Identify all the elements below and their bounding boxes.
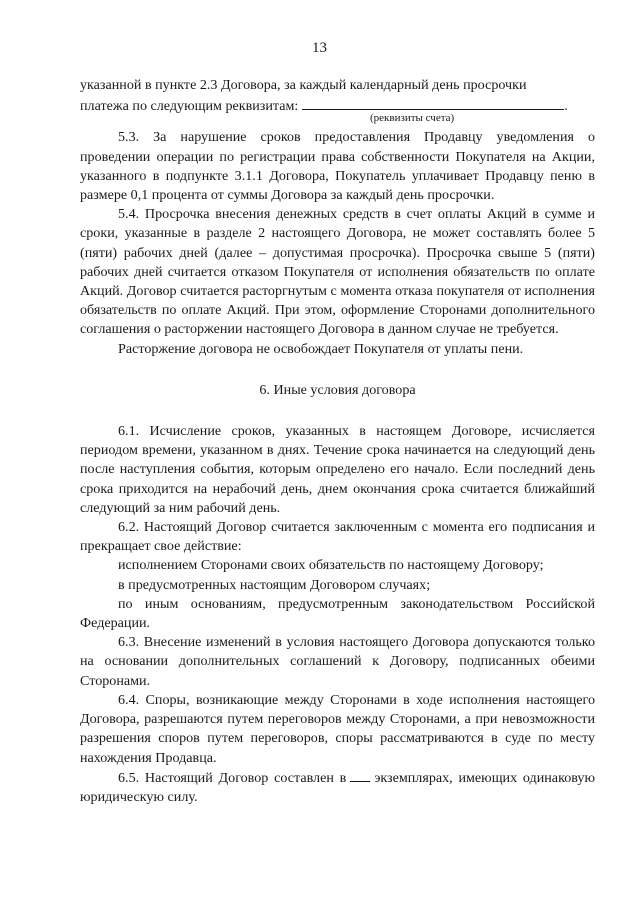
clause-6-1: 6.1. Исчисление сроков, указанных в настоящем Договоре, исчисляется периодом времени, указанном в днях. Течение срока начинается на следующий день после наступления события, которым определено его начало. Если последний день срока приходится на нерабочий день, днем окончания срока считается ближайший следующий за ним рабочий день. <box>80 423 595 516</box>
clause-6-3: 6.3. Внесение изменений в условия настоящего Договора допускаются только на основании дополнительных соглашений к Договору, подписанных обеими Сторонами. <box>80 634 595 689</box>
document-body <box>80 76 595 807</box>
clause-5-4-termination: Расторжение договора не освобождает Покупателя от уплаты пени. <box>118 340 524 357</box>
intro-line-2-text: платежа по следующим реквизитам: <box>80 98 299 115</box>
clause-6-5-start: 6.5. Настоящий Договор составлен в <box>118 769 347 786</box>
account-details-blank <box>302 95 564 110</box>
clause-6-5 <box>80 768 595 807</box>
clause-6-2: 6.2. Настоящий Договор считается заключенным с момента его подписания и прекращает свое действие: <box>80 519 595 555</box>
clause-6-2-item-b: в предусмотренных настоящим Договором случаях; <box>118 576 431 593</box>
section-6-heading: 6. Иные условия договора <box>259 381 416 398</box>
intro-line-2-end: . <box>564 98 568 115</box>
copies-count-blank <box>350 768 370 782</box>
clause-6-2-item-c: по иным основаниям, предусмотренным законодательством Российской Федерации. <box>80 595 595 632</box>
clause-6-2-item-a: исполнением Сторонами своих обязательств по настоящему Договору; <box>118 557 544 574</box>
caption-row <box>80 112 595 128</box>
intro-line-1: указанной в пункте 2.3 Договора, за каждый календарный день просрочки <box>80 77 527 93</box>
intro-line-2 <box>80 95 595 116</box>
clause-6-5-end: экземплярах, имеющих одинаковую юридическую силу. <box>80 769 595 805</box>
page-number: 13 <box>312 40 327 56</box>
account-details-caption: (реквизиты счета) <box>370 112 455 125</box>
clause-5-4: 5.4. Просрочка внесения денежных средств в счет оплаты Акций в сумме и сроки, указанные в разделе 2 настоящего Договора, не может составлять более 5 (пяти) рабочих дней (далее – допустимая просрочка). Просрочка свыше 5 (пяти) рабочих дней считается отказом Покупателя от исполнения обязательств по оплате Акций. Договор считается расторгнутым с момента отказа покупателя от исполнения обязательств по оплате Акций. При этом, оформление Сторонами дополнительного соглашения о расторжении настоящего Договора в данном случае не требуется. <box>80 206 595 338</box>
clause-6-4: 6.4. Споры, возникающие между Сторонами в ходе исполнения настоящего Договора, разрешаются путем переговоров между Сторонами, а при невозможности разрешения споров путем переговоров, споры рассматриваются в суде по месту нахождения Продавца. <box>80 691 595 766</box>
clause-5-3: 5.3. За нарушение сроков предоставления Продавцу уведомления о проведении операции по регистрации права собственности Покупателя на Акции, указанного в подпункте 3.1.1 Договора, Покупатель уплачивает Продавцу пеню в размере 0,1 процента от суммы Договора за каждый день просрочки. <box>80 129 595 204</box>
